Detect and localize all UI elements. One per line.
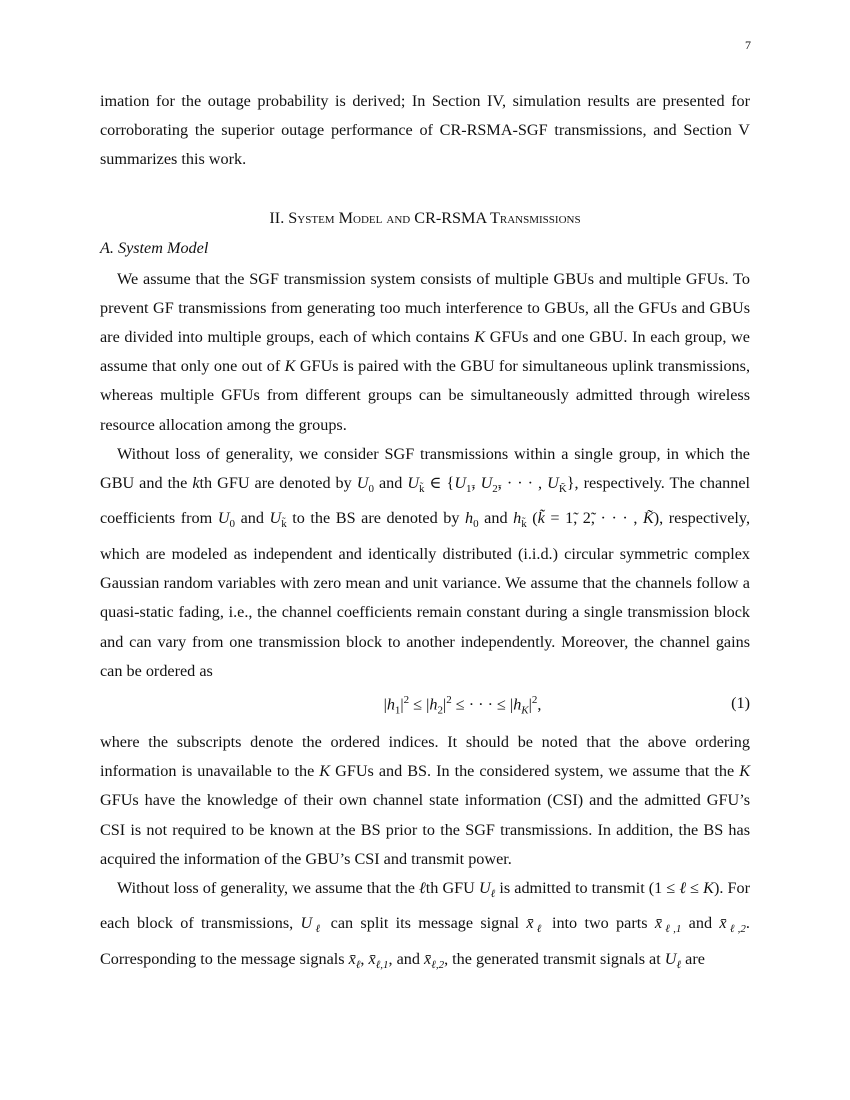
text-run: Without loss of generality, we consider SGF transmissions within a single group, in which the GBU and the [100, 444, 750, 493]
text-run: GFUs have the knowledge of their own channel state information (CSI) and the admitted GFU’s CSI is not required to be known at the BS prior to the SGF transmissions. In addition, the BS has acquired the information of the GBU’s CSI and transmit power. [100, 791, 750, 868]
math-symbol: ℓ [679, 878, 687, 897]
math-symbol: U [478, 878, 491, 897]
text-run: where the subscripts denote the ordered indices. It should be noted that the above ordering information is unavailable to the [100, 732, 750, 781]
math-symbol: k̃ [537, 509, 545, 528]
math-subscript: 0 [473, 518, 479, 531]
text-run: , [471, 474, 481, 493]
text-run: , and [388, 949, 425, 968]
math-symbol: U [300, 914, 313, 933]
paragraph-system-overview [100, 265, 750, 440]
math-symbol: K [521, 704, 529, 717]
equation-1-body [100, 694, 750, 717]
math-subscript: k̃ [281, 518, 287, 531]
text-run: GFUs and BS. In the considered system, we assume that the [330, 762, 740, 781]
text-run: and [681, 914, 720, 933]
math-symbol: K [703, 878, 714, 897]
math-symbol: x̄ [654, 914, 663, 933]
paragraph-channel-model [100, 440, 750, 686]
math-symbol: ℓ,2 [431, 959, 445, 972]
text-run: ≤ [686, 878, 704, 897]
math-symbol: k [192, 474, 200, 493]
text-run: , the generated transmit signals at [444, 949, 665, 968]
math-symbol: ℓ,1 [375, 959, 389, 972]
text-run: to the BS are denoted by [286, 509, 466, 528]
math-symbol: x̄ [348, 949, 356, 968]
math-subscript: 2̃ [492, 483, 498, 496]
section-heading [100, 205, 750, 231]
math-subscript: 1̃ [466, 483, 472, 496]
math-subscript: 0 [368, 483, 374, 496]
math-symbol: h [386, 695, 395, 714]
intro-paragraph [100, 87, 750, 175]
math-subscript: K̃ [558, 483, 567, 496]
text-run: We assume that the SGF transmission system consists of multiple GBUs and multiple GFUs. To prevent GF transmissions from generating too much interference to GBUs, all the GFUs and GBUs are divided into multiple groups, each of which contains [100, 269, 750, 347]
math-symbol: x̄ [424, 949, 432, 968]
math-subscript: k̃ [521, 518, 527, 531]
text-run: and [373, 474, 408, 493]
math-symbol: ℓ [490, 888, 496, 901]
math-symbol: U [217, 509, 230, 528]
math-superscript: 2 [403, 693, 410, 706]
math-symbol: h [513, 509, 522, 528]
text-run: Without loss of generality, we assume that the [117, 878, 420, 897]
text-run: into two parts [544, 914, 655, 933]
text-run: GFUs is paired with the GBU for simultaneous uplink transmissions, whereas multiple GFUs from different groups can be simultaneously admitted through wireless resource allocation among the groups. [100, 357, 750, 434]
text-run: | [528, 695, 532, 714]
math-subscript: k̃ [419, 483, 425, 496]
text-run: , · · · , [497, 474, 548, 493]
text-run: ), respectively, which are modeled as independent and identically distributed (i.i.d.) circular symmetric complex Gaussian random variables with zero mean and unit variance. We assume that the channels follow a quasi-static fading, i.e., the channel coefficients remain constant during a single transmission block and can vary from one transmission block to another independently. Moreover, the channel gains can be ordered as [100, 509, 750, 680]
text-run: are [681, 949, 705, 968]
math-symbol: h [429, 695, 438, 714]
math-symbol: ℓ [533, 923, 545, 936]
math-symbol: K [474, 328, 486, 347]
text-run: GFUs and one GBU. In each group, we assume that only one out of [100, 328, 750, 376]
text-run: and [235, 509, 270, 528]
math-symbol: x̄ [526, 914, 534, 933]
text-run: ≤ | [409, 695, 430, 714]
math-symbol: ℓ,1 [662, 923, 682, 936]
math-superscript: 2 [446, 693, 452, 706]
paragraph-message-splitting [100, 874, 750, 980]
equation-1-number: (1) [731, 693, 750, 712]
math-symbol: x̄ [719, 914, 727, 933]
math-symbol: K [319, 762, 331, 781]
math-symbol: ℓ [312, 923, 324, 936]
math-symbol: U [407, 474, 420, 493]
math-symbol: K̃ [642, 509, 654, 528]
math-symbol: U [664, 949, 677, 968]
math-subscript: 1 [394, 704, 401, 717]
text-run: = 1̃, 2̃, · · · , [544, 509, 643, 528]
text-run: ∈ { [424, 474, 455, 493]
math-symbol: U [269, 509, 282, 528]
text-run: , [537, 695, 542, 714]
math-subscript: 2 [437, 704, 443, 717]
math-symbol: ℓ [419, 878, 426, 897]
text-run: is admitted to transmit (1 ≤ [495, 878, 680, 897]
math-symbol: U [356, 474, 369, 493]
paragraph-ordering [100, 728, 750, 874]
math-symbol: U [454, 474, 467, 493]
text-run: | [383, 695, 387, 714]
math-symbol: h [513, 695, 522, 714]
math-subscript: 0 [229, 518, 236, 531]
page-number: 7 [745, 38, 751, 52]
math-symbol: x̄ [368, 949, 376, 968]
math-symbol: ℓ [676, 959, 682, 972]
text-run: ( [526, 509, 538, 528]
section-title: System Model and CR-RSMA Transmissions [288, 208, 581, 227]
text-run: | [400, 695, 404, 714]
text-run: | [442, 695, 447, 714]
subsection-heading: A. System Model [100, 238, 209, 257]
text-run: }, respectively. The channel coefficients from [100, 474, 751, 528]
math-symbol: U [480, 474, 493, 493]
math-symbol: h [465, 509, 474, 528]
math-symbol: ℓ,2 [726, 923, 746, 936]
text-run: ). For each block of transmissions, [100, 878, 750, 933]
equation-1 [100, 686, 750, 728]
math-superscript: 2 [531, 693, 538, 706]
text-run: th GFU [425, 878, 479, 897]
text-run: ≤ · · · ≤ | [451, 695, 514, 714]
text-run: th GFU are denoted by [199, 474, 357, 493]
page-body [100, 87, 750, 980]
text-run: can split its message signal [323, 914, 527, 933]
section-numeral: II. [269, 208, 285, 227]
text-run: , [360, 949, 369, 968]
math-symbol: K [739, 762, 751, 781]
math-symbol: U [547, 474, 559, 493]
text-run: imation for the outage probability is derived; In Section IV, simulation results are presented for corroborating the superior outage performance of CR-RSMA-SGF transmissions, and Section V summarizes this work. [100, 92, 750, 169]
text-run: and [478, 509, 514, 528]
math-symbol: K [284, 357, 296, 376]
math-symbol: ℓ [355, 959, 361, 972]
text-run: . Corresponding to the message signals [100, 914, 750, 968]
